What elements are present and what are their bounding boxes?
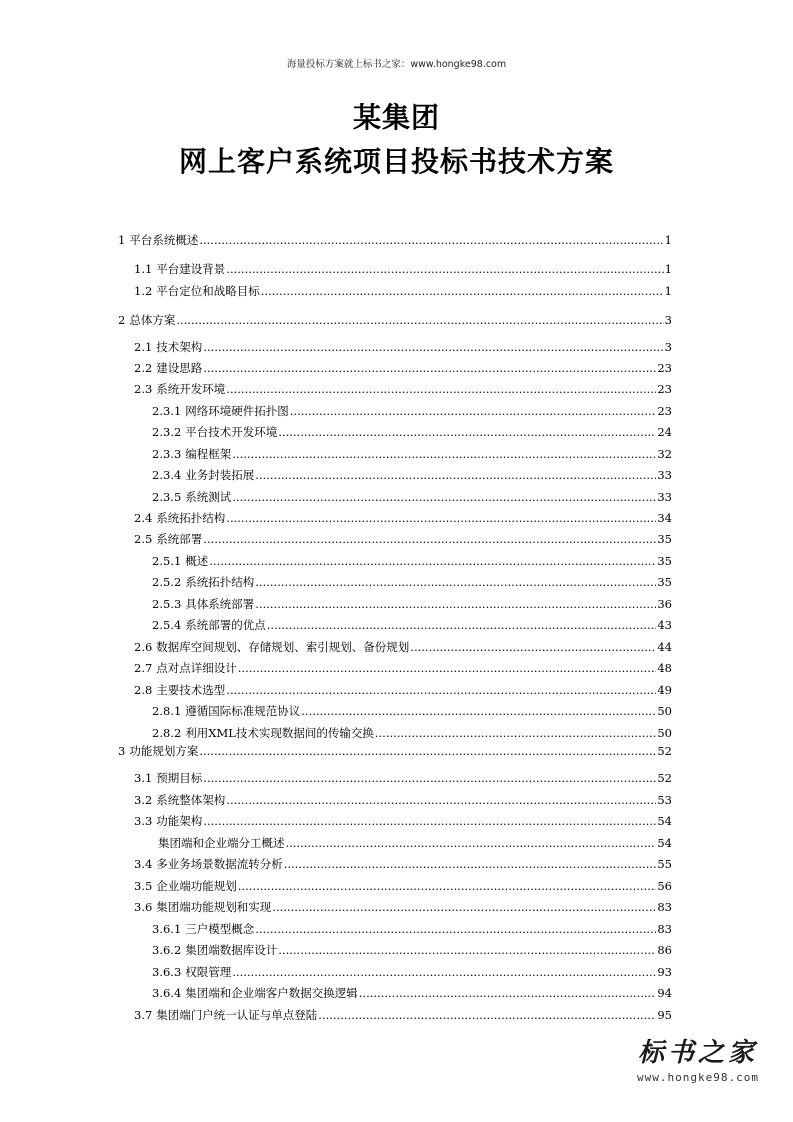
toc-entry-page: 54 <box>657 836 672 850</box>
toc-entry-page: 95 <box>657 1008 672 1022</box>
toc-entry-page: 35 <box>657 532 672 546</box>
toc-dot-leader <box>226 262 663 276</box>
toc-entry-page: 33 <box>657 468 672 482</box>
toc-entry[interactable] <box>152 986 672 1000</box>
toc-dot-leader <box>209 554 656 568</box>
toc-entry-label: 利用XML技术实现数据间的传输交换 <box>185 726 374 740</box>
toc-entry[interactable] <box>134 284 672 298</box>
toc-entry-number: 2.3.3 <box>152 447 182 461</box>
toc-entry-label: 集团端和企业端客户数据交换逻辑 <box>185 986 358 1000</box>
toc-entry-page: 55 <box>657 857 672 871</box>
toc-entry-page: 52 <box>657 771 672 785</box>
toc-entry-label: 建设思路 <box>156 361 203 375</box>
toc-entry-page: 49 <box>657 683 672 697</box>
toc-entry-label: 系统拓扑结构 <box>156 511 226 525</box>
toc-entry-label: 功能架构 <box>156 814 203 828</box>
toc-entry-label: 具体系统部署 <box>185 597 255 611</box>
toc-dot-leader <box>267 618 657 632</box>
toc-entry-page: 44 <box>657 640 672 654</box>
toc-entry-label: 平台建设背景 <box>156 262 226 276</box>
toc-dot-leader <box>272 900 656 914</box>
toc-dot-leader <box>318 1008 656 1022</box>
toc-entry-label: 网络环境硬件拓扑图 <box>185 404 289 418</box>
toc-entry[interactable] <box>152 490 672 504</box>
toc-dot-leader <box>238 661 657 675</box>
toc-dot-leader <box>226 382 656 396</box>
toc-entry[interactable] <box>152 597 672 611</box>
toc-entry-number: 3.6.2 <box>152 943 182 957</box>
toc-entry-number: 2 <box>118 313 126 327</box>
toc-entry-page: 43 <box>657 618 672 632</box>
toc-entry[interactable] <box>134 857 672 871</box>
toc-dot-leader <box>301 704 656 718</box>
toc-entry-number: 2.5.1 <box>152 554 182 568</box>
toc-entry-number: 2.8 <box>134 683 153 697</box>
toc-entry-label: 业务封装拓展 <box>185 468 255 482</box>
toc-entry-page: 86 <box>657 943 672 957</box>
toc-entry[interactable] <box>152 468 672 482</box>
toc-entry[interactable] <box>134 683 672 697</box>
toc-entry-label: 系统部署 <box>156 532 203 546</box>
toc-entry-number: 3.7 <box>134 1008 153 1022</box>
toc-entry-label: 三户模型概念 <box>185 922 255 936</box>
toc-entry[interactable] <box>152 726 672 740</box>
toc-entry-page: 3 <box>664 313 672 327</box>
toc-entry-label: 集团端和企业端分工概述 <box>158 836 285 850</box>
toc-entry-number: 3.6.4 <box>152 986 182 1000</box>
toc-entry-page: 33 <box>657 490 672 504</box>
toc-dot-leader <box>203 532 656 546</box>
toc-dot-leader <box>226 793 656 807</box>
toc-entry-number: 1 <box>118 233 126 247</box>
toc-dot-leader <box>290 404 657 418</box>
toc-entry[interactable] <box>118 233 672 247</box>
toc-entry[interactable] <box>134 814 672 828</box>
toc-entry[interactable] <box>134 879 672 893</box>
toc-entry-label: 集团端门户统一认证与单点登陆 <box>156 1008 318 1022</box>
toc-entry-number: 2.7 <box>134 661 153 675</box>
logo-url: www.hongke98.com <box>637 1071 759 1084</box>
toc-entry-page: 1 <box>664 262 672 276</box>
toc-entry[interactable] <box>152 404 672 418</box>
toc-dot-leader <box>278 425 656 439</box>
toc-entry-page: 34 <box>657 511 672 525</box>
toc-entry[interactable] <box>134 361 672 375</box>
toc-entry-label: 集团端功能规划和实现 <box>156 900 272 914</box>
toc-dot-leader <box>375 726 656 740</box>
toc-entry-page: 35 <box>657 575 672 589</box>
toc-dot-leader <box>226 511 656 525</box>
toc-entry-label: 权限管理 <box>185 965 232 979</box>
toc-entry-page: 93 <box>657 965 672 979</box>
toc-dot-leader <box>176 313 663 327</box>
toc-entry[interactable] <box>134 1008 672 1022</box>
toc-entry-number: 3.2 <box>134 793 153 807</box>
toc-entry-page: 24 <box>657 425 672 439</box>
toc-dot-leader <box>238 879 657 893</box>
toc-entry[interactable] <box>134 532 672 546</box>
toc-entry-number: 2.3.2 <box>152 425 182 439</box>
toc-dot-leader <box>199 744 656 758</box>
toc-entry[interactable] <box>134 511 672 525</box>
toc-entry[interactable] <box>152 425 672 439</box>
toc-entry-number: 2.4 <box>134 511 153 525</box>
toc-entry-label: 平台定位和战略目标 <box>156 284 260 298</box>
toc-dot-leader <box>232 965 656 979</box>
toc-entry-page: 48 <box>657 661 672 675</box>
toc-entry-label: 主要技术选型 <box>156 683 226 697</box>
document-title-line2: 网上客户系统项目投标书技术方案 <box>178 145 614 178</box>
toc-entry-number: 2.5.2 <box>152 575 182 589</box>
toc-dot-leader <box>255 468 656 482</box>
document-title-line1: 某集团 <box>352 101 440 134</box>
toc-entry-number: 3.5 <box>134 879 153 893</box>
toc-entry-page: 50 <box>657 704 672 718</box>
toc-entry[interactable] <box>134 640 672 654</box>
toc-dot-leader <box>261 284 664 298</box>
toc-dot-leader <box>284 857 657 871</box>
toc-dot-leader <box>203 771 656 785</box>
toc-entry-label: 数据库空间规划、存储规划、索引规划、备份规划 <box>156 640 410 654</box>
toc-dot-leader <box>203 814 656 828</box>
toc-entry-page: 3 <box>664 340 672 354</box>
toc-dot-leader <box>203 361 656 375</box>
toc-entry-label: 技术架构 <box>156 340 203 354</box>
toc-dot-leader <box>410 640 656 654</box>
toc-entry-label: 多业务场景数据流转分析 <box>156 857 283 871</box>
toc-entry-label: 系统测试 <box>185 490 232 504</box>
toc-entry-label: 系统部署的优点 <box>185 618 266 632</box>
toc-entry-label: 系统开发环境 <box>156 382 226 396</box>
toc-entry[interactable] <box>134 262 672 276</box>
toc-entry[interactable] <box>152 965 672 979</box>
toc-entry-page: 83 <box>657 922 672 936</box>
toc-entry[interactable] <box>134 771 672 785</box>
toc-entry-number: 2.1 <box>134 340 153 354</box>
logo-name: 标书之家 <box>637 1038 758 1068</box>
toc-entry[interactable] <box>152 943 672 957</box>
toc-entry-number: 3.6.1 <box>152 922 182 936</box>
toc-entry-page: 83 <box>657 900 672 914</box>
toc-entry-number: 2.5.4 <box>152 618 182 632</box>
toc-entry-number: 2.8.1 <box>152 704 182 718</box>
toc-entry-number: 1.1 <box>134 262 153 276</box>
toc-entry[interactable] <box>152 922 672 936</box>
toc-entry-number: 3.4 <box>134 857 153 871</box>
toc-entry[interactable] <box>152 554 672 568</box>
toc-entry-number: 2.5.3 <box>152 597 182 611</box>
toc-entry-number: 3.3 <box>134 814 153 828</box>
toc-entry[interactable] <box>134 340 672 354</box>
toc-entry-page: 36 <box>657 597 672 611</box>
toc-entry[interactable] <box>152 575 672 589</box>
toc-entry-number: 2.8.2 <box>152 726 182 740</box>
toc-entry-number: 1.2 <box>134 284 153 298</box>
toc-entry-page: 50 <box>657 726 672 740</box>
toc-entry-page: 56 <box>657 879 672 893</box>
toc-dot-leader <box>232 490 656 504</box>
toc-entry[interactable] <box>118 744 672 758</box>
toc-dot-leader <box>255 922 656 936</box>
toc-entry-label: 遵循国际标准规范协议 <box>185 704 301 718</box>
toc-entry-label: 预期目标 <box>156 771 203 785</box>
toc-entry-page: 94 <box>657 986 672 1000</box>
toc-entry-page: 23 <box>657 404 672 418</box>
toc-entry[interactable] <box>134 793 672 807</box>
toc-entry[interactable] <box>134 661 672 675</box>
toc-entry-label: 编程框架 <box>185 447 232 461</box>
toc-entry-page: 35 <box>657 554 672 568</box>
toc-dot-leader <box>232 447 656 461</box>
toc-entry-number: 2.6 <box>134 640 153 654</box>
toc-entry-page: 53 <box>657 793 672 807</box>
toc-entry-page: 32 <box>657 447 672 461</box>
toc-entry[interactable] <box>134 900 672 914</box>
toc-entry-page: 23 <box>657 382 672 396</box>
page-header: 海量投标方案就上标书之家：www.hongke98.com <box>286 59 507 70</box>
toc-entry-page: 1 <box>664 284 672 298</box>
toc-entry-number: 3.6.3 <box>152 965 182 979</box>
toc-entry-label: 总体方案 <box>129 313 176 327</box>
toc-entry-label: 功能规划方案 <box>129 744 199 758</box>
toc-entry-number: 2.3 <box>134 382 153 396</box>
toc-entry[interactable] <box>152 618 672 632</box>
toc-entry-label: 集团端数据库设计 <box>185 943 278 957</box>
toc-entry-number: 3 <box>118 744 126 758</box>
toc-entry-label: 系统整体架构 <box>156 793 226 807</box>
toc-entry-page: 23 <box>657 361 672 375</box>
toc-dot-leader <box>278 943 656 957</box>
toc-entry-number: 2.5 <box>134 532 153 546</box>
toc-entry[interactable] <box>152 704 672 718</box>
toc-entry-page: 1 <box>664 233 672 247</box>
toc-dot-leader <box>255 575 656 589</box>
toc-entry[interactable] <box>118 313 672 327</box>
toc-entry[interactable] <box>152 447 672 461</box>
toc-entry[interactable] <box>134 382 672 396</box>
toc-dot-leader <box>286 836 657 850</box>
toc-entry-label: 点对点详细设计 <box>156 661 237 675</box>
toc-dot-leader <box>255 597 656 611</box>
toc-entry-number: 3.1 <box>134 771 153 785</box>
toc-entry[interactable] <box>158 836 672 850</box>
toc-dot-leader <box>203 340 663 354</box>
toc-entry-label: 平台技术开发环境 <box>185 425 278 439</box>
brand-logo <box>623 1032 773 1084</box>
toc-entry-label: 系统拓扑结构 <box>185 575 255 589</box>
toc-entry-number: 3.6 <box>134 900 153 914</box>
toc-entry-number: 2.2 <box>134 361 153 375</box>
toc-entry-label: 企业端功能规划 <box>156 879 237 893</box>
toc-entry-number: 2.3.5 <box>152 490 182 504</box>
toc-entry-number: 2.3.1 <box>152 404 182 418</box>
toc-dot-leader <box>359 986 657 1000</box>
toc-dot-leader <box>226 683 656 697</box>
toc-entry-label: 平台系统概述 <box>129 233 199 247</box>
toc-entry-label: 概述 <box>185 554 209 568</box>
toc-dot-leader <box>199 233 663 247</box>
toc-entry-number: 2.3.4 <box>152 468 182 482</box>
toc-entry-page: 52 <box>657 744 672 758</box>
toc-entry-page: 54 <box>657 814 672 828</box>
